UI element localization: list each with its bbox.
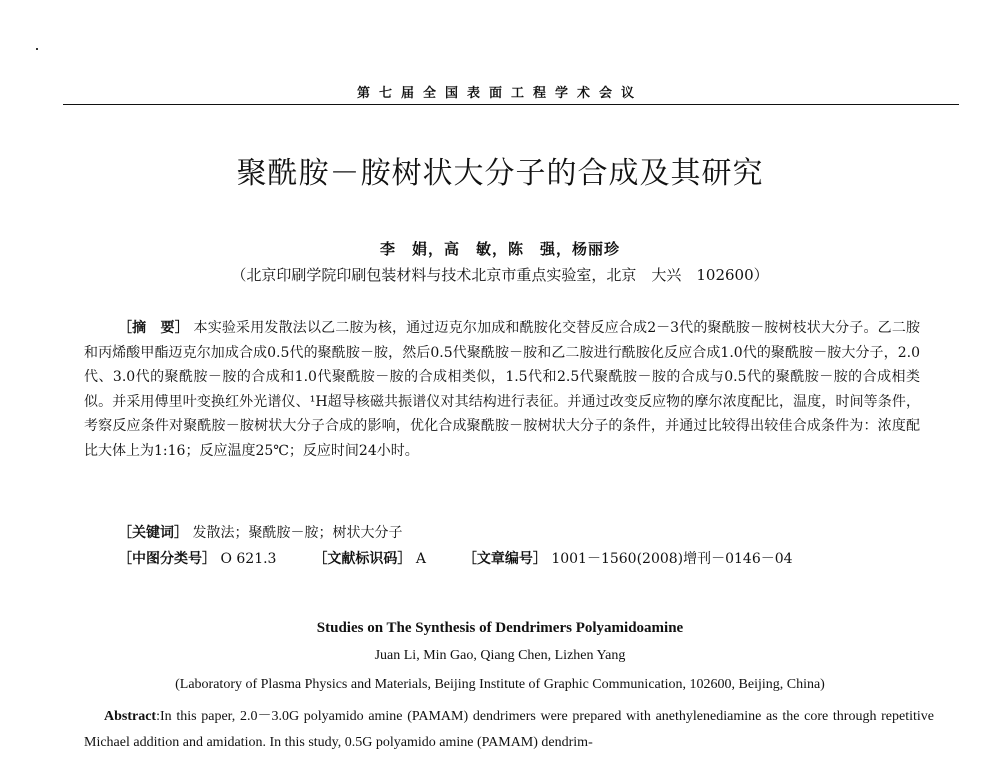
abstract-cn-label: ［摘 要］ [118, 320, 189, 336]
paper-title-cn: 聚酰胺－胺树状大分子的合成及其研究 [236, 156, 764, 191]
doc-code-value: A [415, 551, 426, 567]
header-rule [63, 104, 959, 105]
classification-line [118, 548, 793, 568]
abstract-cn [84, 316, 920, 463]
abstract-en-text: :In this paper, 2.0－3.0G polyamido amine (PAMAM) dendrimers were prepared with anethylenediamine as the core through repetitive Michael addition and amidation. In this study, 0.5G polyamido amine (PAMAM) dendrim- [84, 709, 934, 750]
abstract-cn-text: 本实验采用发散法以乙二胺为核，通过迈克尔加成和酰胺化交替反应合成2－3代的聚酰胺－胺树枝状大分子。乙二胺和丙烯酸甲酯迈克尔加成合成0.5代的聚酰胺－胺，然后0.5代聚酰胺－胺和乙二胺进行酰胺化反应合成1.0代的聚酰胺－胺大分子，2.0代、3.0代的聚酰胺－胺的合成和1.0代聚酰胺－胺的合成相类似，1.5代和2.5代聚酰胺－胺的合成与0.5代的聚酰胺－胺的合成相类似。并采用傅里叶变换红外光谱仪、¹H超导核磁共振谱仪对其结构进行表征。并通过改变反应物的摩尔浓度配比，温度，时间等条件，考察反应条件对聚酰胺－胺树状大分子合成的影响，优化合成聚酰胺－胺树状大分子的条件，并通过比较得出较佳合成条件为：浓度配比大体上为1:16；反应温度25℃；反应时间24小时。 [84, 320, 921, 459]
running-header: 第七届全国表面工程学术会议 [356, 86, 643, 101]
keywords-text: 发散法；聚酰胺－胺；树状大分子 [192, 525, 403, 541]
clc-label: ［中图分类号］ [118, 551, 216, 567]
clc-value: O 621.3 [220, 551, 277, 567]
abstract-en [84, 704, 934, 756]
scan-speck [36, 48, 38, 50]
article-no-value: 1001－1560(2008)增刊－0146－04 [551, 551, 793, 567]
keywords-label: ［关键词］ [118, 525, 188, 541]
authors-en: Juan Li, Min Gao, Qiang Chen, Lizhen Yang [374, 648, 626, 663]
authors-cn: 李 娟，高 敏，陈 强，杨丽珍 [379, 240, 620, 258]
keywords-line [118, 522, 402, 542]
paper-title-en: Studies on The Synthesis of Dendrimers Polyamidoamine [316, 620, 684, 636]
abstract-en-label: Abstract [104, 709, 157, 724]
affiliation-en: (Laboratory of Plasma Physics and Materials, Beijing Institute of Graphic Communication, 102600, Beijing, China) [175, 677, 825, 692]
doc-code-label: ［文献标识码］ [313, 551, 412, 567]
affiliation-cn: （北京印刷学院印刷包装材料与技术北京市重点实验室，北京 大兴 102600） [231, 266, 769, 284]
article-no-label: ［文章编号］ [462, 551, 547, 567]
